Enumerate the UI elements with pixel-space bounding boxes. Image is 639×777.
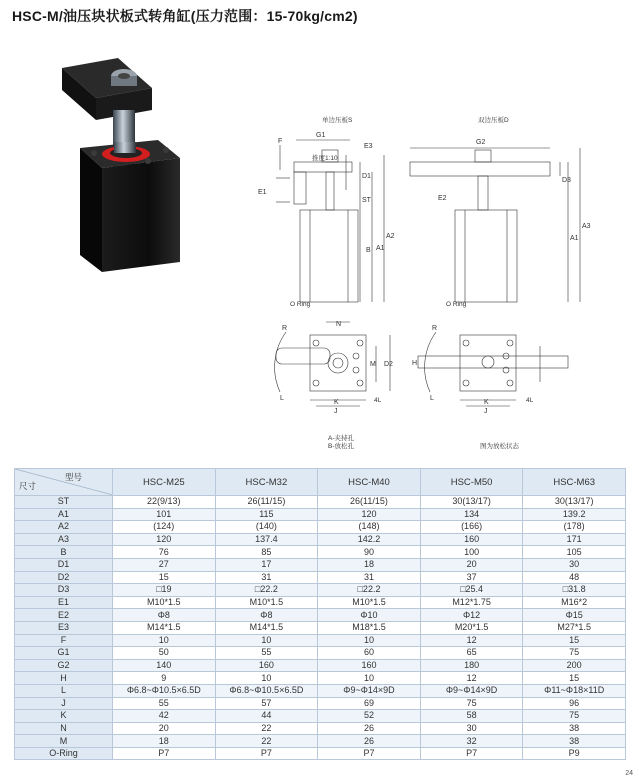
table-row [15, 571, 626, 584]
table-cell: 120 [318, 508, 421, 521]
table-cell: 200 [523, 659, 626, 672]
row-label: D2 [15, 571, 113, 584]
dim-st: ST [362, 197, 371, 204]
hole-a-label: A-夹持孔 [328, 435, 354, 442]
table-cell: (178) [523, 521, 626, 534]
dim-j: J [334, 408, 338, 415]
table-cell: 22(9/13) [113, 496, 216, 509]
table-cell: P7 [318, 747, 421, 760]
table-cell: P7 [215, 747, 318, 760]
table-cell: 75 [523, 647, 626, 660]
dim-j-d: J [484, 408, 488, 415]
table-cell: 10 [318, 634, 421, 647]
table-cell: 160 [420, 533, 523, 546]
table-cell: 30(13/17) [420, 496, 523, 509]
table-cell: 48 [523, 571, 626, 584]
table-cell: M14*1.5 [215, 621, 318, 634]
table-cell: 171 [523, 533, 626, 546]
table-cell: 10 [113, 634, 216, 647]
table-cell: 69 [318, 697, 421, 710]
table-cell: 22 [215, 722, 318, 735]
table-cell: Φ15 [523, 609, 626, 622]
dim-a2: A2 [386, 233, 395, 240]
table-cell: □22.2 [318, 584, 421, 597]
table-cell: 17 [215, 558, 318, 571]
table-row [15, 747, 626, 760]
single-side-label: 单边压板S [322, 117, 353, 124]
row-label: H [15, 672, 113, 685]
dim-k-d: K [484, 399, 489, 406]
dim-r-d: R [432, 325, 438, 332]
model-header: HSC-M25 [113, 469, 216, 496]
table-cell: P7 [420, 747, 523, 760]
table-cell: □19 [113, 584, 216, 597]
table-cell: □22.2 [215, 584, 318, 597]
table-cell: 100 [420, 546, 523, 559]
row-label: E2 [15, 609, 113, 622]
corner-size-label: 尺寸 [19, 481, 37, 491]
table-cell: 85 [215, 546, 318, 559]
spec-table [14, 468, 626, 760]
table-cell: P7 [113, 747, 216, 760]
table-row [15, 609, 626, 622]
model-header: HSC-M40 [318, 469, 421, 496]
table-cell: M20*1.5 [420, 621, 523, 634]
table-cell: 38 [523, 722, 626, 735]
row-label: M [15, 735, 113, 748]
o-ring-label: O Ring [290, 301, 311, 308]
dim-e1: E1 [258, 189, 267, 196]
dim-l-d: L [430, 395, 434, 402]
table-cell: 18 [318, 558, 421, 571]
table-row [15, 496, 626, 509]
table-cell: 27 [113, 558, 216, 571]
release-state-label: 图为放松状态 [480, 443, 519, 450]
dim-k: K [334, 399, 339, 406]
dim-r: R [282, 325, 288, 332]
row-label: F [15, 634, 113, 647]
dim-e3: E3 [364, 143, 373, 150]
page-number: 24 [625, 770, 633, 777]
table-cell: 31 [215, 571, 318, 584]
table-cell: M10*1.5 [318, 596, 421, 609]
table-cell: Φ12 [420, 609, 523, 622]
table-cell: P9 [523, 747, 626, 760]
table-cell: □25.4 [420, 584, 523, 597]
table-cell: M14*1.5 [113, 621, 216, 634]
table-cell: 26(11/15) [215, 496, 318, 509]
table-cell: 137.4 [215, 533, 318, 546]
technical-drawings [250, 110, 610, 460]
o-ring-label-d: O Ring [446, 301, 467, 308]
table-cell: 26 [318, 735, 421, 748]
table-cell: 20 [113, 722, 216, 735]
table-cell: 160 [215, 659, 318, 672]
dim-a3: A3 [582, 223, 591, 230]
corner-model-label: 型号 [64, 472, 82, 482]
dim-n: N [336, 321, 342, 328]
table-row [15, 634, 626, 647]
table-cell: M18*1.5 [318, 621, 421, 634]
table-cell: M10*1.5 [215, 596, 318, 609]
dim-m: M [370, 361, 376, 368]
table-cell: 20 [420, 558, 523, 571]
table-cell: 76 [113, 546, 216, 559]
table-cell: M27*1.5 [523, 621, 626, 634]
dim-a1-d: A1 [570, 235, 579, 242]
row-label: D1 [15, 558, 113, 571]
table-cell: 101 [113, 508, 216, 521]
table-cell: Φ8 [113, 609, 216, 622]
table-cell: 10 [318, 672, 421, 685]
table-cell: 55 [215, 647, 318, 660]
page-title: HSC-M/油压块状板式转角缸(压力范围：15-70kg/cm2) [12, 8, 358, 24]
table-row [15, 546, 626, 559]
row-label: A1 [15, 508, 113, 521]
table-cell: Φ6.8~Φ10.5×6.5D [113, 684, 216, 697]
table-cell: M12*1.75 [420, 596, 523, 609]
table-row [15, 672, 626, 685]
cylinder-photo [40, 50, 210, 280]
row-label: O-Ring [15, 747, 113, 760]
table-cell: 30 [420, 722, 523, 735]
dim-l: L [280, 395, 284, 402]
table-cell: 15 [523, 634, 626, 647]
table-row [15, 584, 626, 597]
table-cell: 60 [318, 647, 421, 660]
dim-g1: G1 [316, 132, 326, 139]
row-label: A2 [15, 521, 113, 534]
dim-d1: D1 [362, 173, 371, 180]
row-label: G2 [15, 659, 113, 672]
table-cell: 96 [523, 697, 626, 710]
table-row [15, 710, 626, 723]
table-cell: 26(11/15) [318, 496, 421, 509]
table-cell: 18 [113, 735, 216, 748]
row-label: D3 [15, 584, 113, 597]
row-label: G1 [15, 647, 113, 660]
table-cell: M16*2 [523, 596, 626, 609]
row-label: A3 [15, 533, 113, 546]
table-cell: 115 [215, 508, 318, 521]
table-cell: 140 [113, 659, 216, 672]
table-cell: Φ10 [318, 609, 421, 622]
table-cell: 31 [318, 571, 421, 584]
table-row [15, 684, 626, 697]
dim-e2: E2 [438, 195, 447, 202]
table-row [15, 722, 626, 735]
row-label: K [15, 710, 113, 723]
row-label: ST [15, 496, 113, 509]
dim-a1: A1 [376, 245, 385, 252]
table-cell: 10 [215, 634, 318, 647]
table-row [15, 697, 626, 710]
table-cell: 50 [113, 647, 216, 660]
table-row [15, 558, 626, 571]
table-cell: (124) [113, 521, 216, 534]
table-cell: Φ9~Φ14×9D [318, 684, 421, 697]
table-cell: 57 [215, 697, 318, 710]
dim-f: F [278, 138, 283, 145]
table-cell: 42 [113, 710, 216, 723]
row-label: E1 [15, 596, 113, 609]
table-cell: 180 [420, 659, 523, 672]
row-label: L [15, 684, 113, 697]
table-cell: 160 [318, 659, 421, 672]
table-cell: 22 [215, 735, 318, 748]
table-cell: 58 [420, 710, 523, 723]
table-row [15, 533, 626, 546]
table-cell: 38 [523, 735, 626, 748]
table-corner [15, 469, 113, 496]
row-label: N [15, 722, 113, 735]
table-cell: 44 [215, 710, 318, 723]
model-header: HSC-M50 [420, 469, 523, 496]
dim-d3: D3 [562, 177, 571, 184]
table-cell: Φ11~Φ18×11D [523, 684, 626, 697]
table-row [15, 735, 626, 748]
table-cell: 12 [420, 634, 523, 647]
hole-b-label: B-放松孔 [328, 443, 354, 450]
dim-4l-d: 4L [526, 397, 534, 404]
table-cell: (148) [318, 521, 421, 534]
table-cell: 90 [318, 546, 421, 559]
table-row [15, 596, 626, 609]
table-cell: 52 [318, 710, 421, 723]
table-cell: 105 [523, 546, 626, 559]
model-header: HSC-M32 [215, 469, 318, 496]
table-cell: 15 [523, 672, 626, 685]
table-cell: Φ8 [215, 609, 318, 622]
table-cell: M10*1.5 [113, 596, 216, 609]
table-cell: 12 [420, 672, 523, 685]
table-row [15, 659, 626, 672]
table-cell: 139.2 [523, 508, 626, 521]
table-cell: □31.8 [523, 584, 626, 597]
row-label: E3 [15, 621, 113, 634]
table-cell: 55 [113, 697, 216, 710]
table-cell: 10 [215, 672, 318, 685]
table-cell: 32 [420, 735, 523, 748]
dim-g2: G2 [476, 139, 486, 146]
table-cell: 75 [420, 697, 523, 710]
table-header-row [15, 469, 626, 496]
row-label: J [15, 697, 113, 710]
table-cell: 142.2 [318, 533, 421, 546]
table-cell: 9 [113, 672, 216, 685]
table-cell: 30 [523, 558, 626, 571]
dim-d2: D2 [384, 361, 393, 368]
dim-4l: 4L [374, 397, 382, 404]
row-label: B [15, 546, 113, 559]
table-cell: 120 [113, 533, 216, 546]
table-cell: Φ9~Φ14×9D [420, 684, 523, 697]
table-row [15, 521, 626, 534]
table-cell: 15 [113, 571, 216, 584]
table-cell: 75 [523, 710, 626, 723]
table-cell: (140) [215, 521, 318, 534]
table-row [15, 647, 626, 660]
table-cell: 65 [420, 647, 523, 660]
table-row [15, 621, 626, 634]
table-row [15, 508, 626, 521]
dim-h: H [412, 360, 418, 367]
taper-label: 推度1:10 [312, 155, 338, 162]
dim-b: B [366, 247, 371, 254]
table-cell: 37 [420, 571, 523, 584]
table-cell: 30(13/17) [523, 496, 626, 509]
table-cell: Φ6.8~Φ10.5×6.5D [215, 684, 318, 697]
table-cell: 134 [420, 508, 523, 521]
table-cell: (166) [420, 521, 523, 534]
table-cell: 26 [318, 722, 421, 735]
model-header: HSC-M63 [523, 469, 626, 496]
double-side-label: 双边压板D [478, 117, 509, 124]
